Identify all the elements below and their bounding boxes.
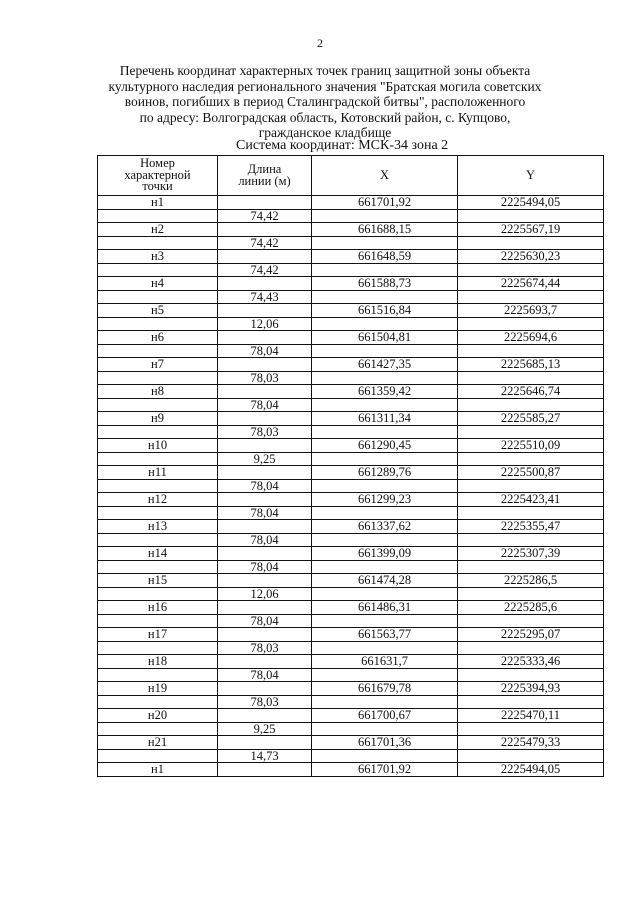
y-blank-cell [458,695,604,709]
length-blank-cell [218,655,312,669]
title-line: культурного наследия регионального значения "Братская могила советских [108,78,542,94]
table-row-length [98,587,604,601]
x-blank-cell [312,317,458,331]
table-row-point [98,250,604,264]
y-coordinate-cell: 2225567,19 [458,223,604,237]
point-name-cell: н17 [98,628,218,642]
length-blank-cell [218,223,312,237]
x-coordinate-cell: 661289,76 [312,466,458,480]
y-blank-cell [458,344,604,358]
length-blank-cell [218,493,312,507]
y-coordinate-cell: 2225355,47 [458,520,604,534]
point-blank-cell [98,695,218,709]
line-length-cell: 9,25 [218,722,312,736]
line-length-cell: 78,04 [218,344,312,358]
y-blank-cell [458,614,604,628]
point-blank-cell [98,533,218,547]
line-length-cell: 9,25 [218,452,312,466]
x-blank-cell [312,695,458,709]
table-row-length [98,344,604,358]
x-coordinate-cell: 661427,35 [312,358,458,372]
table-row-length [98,479,604,493]
y-coordinate-cell: 2225307,39 [458,547,604,561]
y-coordinate-cell: 2225494,05 [458,763,604,777]
line-length-cell: 12,06 [218,317,312,331]
point-name-cell: н19 [98,682,218,696]
length-blank-cell [218,439,312,453]
x-blank-cell [312,722,458,736]
point-name-cell: н1 [98,196,218,210]
x-coordinate-cell: 661474,28 [312,574,458,588]
x-coordinate-cell: 661359,42 [312,385,458,399]
y-blank-cell [458,722,604,736]
x-blank-cell [312,560,458,574]
point-name-cell: н15 [98,574,218,588]
point-blank-cell [98,506,218,520]
x-coordinate-cell: 661588,73 [312,277,458,291]
table-row-point [98,736,604,750]
line-length-cell: 14,73 [218,749,312,763]
table-row-point [98,520,604,534]
table-row-length [98,425,604,439]
y-blank-cell [458,236,604,250]
point-blank-cell [98,290,218,304]
length-blank-cell [218,547,312,561]
point-blank-cell [98,722,218,736]
point-blank-cell [98,614,218,628]
length-blank-cell [218,250,312,264]
x-coordinate-cell: 661700,67 [312,709,458,723]
y-coordinate-cell: 2225674,44 [458,277,604,291]
x-coordinate-cell: 661299,23 [312,493,458,507]
x-coordinate-cell: 661679,78 [312,682,458,696]
y-blank-cell [458,506,604,520]
y-blank-cell [458,749,604,763]
y-coordinate-cell: 2225423,41 [458,493,604,507]
line-length-cell: 78,04 [218,506,312,520]
y-blank-cell [458,479,604,493]
y-blank-cell [458,371,604,385]
y-blank-cell [458,533,604,547]
line-length-cell: 74,42 [218,263,312,277]
x-blank-cell [312,344,458,358]
table-row-length [98,290,604,304]
point-blank-cell [98,587,218,601]
point-name-cell: н7 [98,358,218,372]
point-blank-cell [98,668,218,682]
table-row-point [98,466,604,480]
line-length-cell: 74,42 [218,209,312,223]
point-blank-cell [98,398,218,412]
point-name-cell: н3 [98,250,218,264]
title-line: по адресу: Волгоградская область, Котовский район, с. Купцово, [139,109,511,125]
length-blank-cell [218,520,312,534]
header-line: точки [142,179,173,194]
x-blank-cell [312,641,458,655]
y-coordinate-cell: 2225286,5 [458,574,604,588]
x-blank-cell [312,452,458,466]
y-blank-cell [458,587,604,601]
point-name-cell: н11 [98,466,218,480]
table-row-point [98,574,604,588]
y-coordinate-cell: 2225479,33 [458,736,604,750]
point-blank-cell [98,209,218,223]
y-coordinate-cell: 2225693,7 [458,304,604,318]
point-name-cell: н20 [98,709,218,723]
table-row-length [98,209,604,223]
point-name-cell: н4 [98,277,218,291]
length-blank-cell [218,304,312,318]
y-coordinate-cell: 2225646,74 [458,385,604,399]
x-coordinate-cell: 661701,92 [312,196,458,210]
y-blank-cell [458,668,604,682]
point-blank-cell [98,560,218,574]
table-row-point [98,331,604,345]
y-coordinate-cell: 2225694,6 [458,331,604,345]
point-name-cell: н5 [98,304,218,318]
table-row-point [98,655,604,669]
y-coordinate-cell: 2225510,09 [458,439,604,453]
table-row-length [98,560,604,574]
x-coordinate-cell: 661337,62 [312,520,458,534]
table-row-point [98,601,604,615]
x-coordinate-cell: 661701,36 [312,736,458,750]
x-coordinate-cell: 661486,31 [312,601,458,615]
header-line: линии (м) [238,173,291,188]
length-blank-cell [218,385,312,399]
point-blank-cell [98,452,218,466]
title-line: гражданское кладбище [258,125,392,140]
x-blank-cell [312,209,458,223]
table-row-length [98,722,604,736]
table-row-length [98,398,604,412]
line-length-cell: 78,04 [218,398,312,412]
line-length-cell: 78,03 [218,695,312,709]
point-name-cell: н12 [98,493,218,507]
length-blank-cell [218,736,312,750]
table-row-point [98,304,604,318]
line-length-cell: 78,04 [218,614,312,628]
x-blank-cell [312,533,458,547]
table-row-length [98,614,604,628]
header-line-length [218,156,312,196]
y-blank-cell [458,398,604,412]
table-row-length [98,317,604,331]
page-number: 2 [317,36,323,50]
x-blank-cell [312,587,458,601]
x-coordinate-cell: 661631,7 [312,655,458,669]
point-name-cell: н1 [98,763,218,777]
length-blank-cell [218,277,312,291]
length-blank-cell [218,628,312,642]
x-coordinate-cell: 661504,81 [312,331,458,345]
length-blank-cell [218,574,312,588]
table-row-point [98,358,604,372]
y-blank-cell [458,290,604,304]
table-row-point [98,412,604,426]
y-coordinate-cell: 2225500,87 [458,466,604,480]
x-blank-cell [312,668,458,682]
x-blank-cell [312,749,458,763]
point-blank-cell [98,425,218,439]
x-coordinate-cell: 661688,15 [312,223,458,237]
header-line: характерной [124,167,191,182]
table-row-point [98,763,604,777]
length-blank-cell [218,763,312,777]
line-length-cell: 78,04 [218,560,312,574]
y-coordinate-cell: 2225394,93 [458,682,604,696]
header-point-number [98,156,218,196]
x-blank-cell [312,479,458,493]
line-length-cell: 78,04 [218,533,312,547]
length-blank-cell [218,358,312,372]
point-blank-cell [98,317,218,331]
header-line: Длина [247,162,282,176]
x-coordinate-cell: 661311,34 [312,412,458,426]
y-coordinate-cell: 2225630,23 [458,250,604,264]
y-blank-cell [458,263,604,277]
x-blank-cell [312,614,458,628]
y-blank-cell [458,560,604,574]
point-name-cell: н6 [98,331,218,345]
table-row-point [98,682,604,696]
table-row-length [98,695,604,709]
table-row-point [98,385,604,399]
y-coordinate-cell: 2225333,46 [458,655,604,669]
length-blank-cell [218,331,312,345]
title-line: воинов, погибших в период Сталинградской битвы", расположенного [124,94,526,109]
table-body [98,196,604,777]
line-length-cell: 78,04 [218,668,312,682]
y-coordinate-cell: 2225585,27 [458,412,604,426]
point-blank-cell [98,749,218,763]
table-row-length [98,236,604,250]
table-row-point [98,547,604,561]
point-name-cell: н14 [98,547,218,561]
x-coordinate-cell: 661563,77 [312,628,458,642]
y-blank-cell [458,209,604,223]
table-row-point [98,709,604,723]
point-name-cell: н2 [98,223,218,237]
table-row-length [98,263,604,277]
table-row-length [98,506,604,520]
x-blank-cell [312,371,458,385]
point-name-cell: н8 [98,385,218,399]
table-row-length [98,668,604,682]
table-row-length [98,452,604,466]
point-name-cell: н21 [98,736,218,750]
y-blank-cell [458,317,604,331]
line-length-cell: 78,03 [218,425,312,439]
x-blank-cell [312,398,458,412]
document-title [70,63,580,141]
point-blank-cell [98,641,218,655]
x-coordinate-cell: 661516,84 [312,304,458,318]
coordinate-system-label: Система координат: МСК-34 зона 2 [236,138,449,153]
line-length-cell: 78,03 [218,641,312,655]
y-coordinate-cell: 2225685,13 [458,358,604,372]
table-row-point [98,628,604,642]
point-name-cell: н18 [98,655,218,669]
table-row-point [98,493,604,507]
x-blank-cell [312,425,458,439]
line-length-cell: 74,43 [218,290,312,304]
point-blank-cell [98,371,218,385]
y-blank-cell [458,452,604,466]
y-coordinate-cell: 2225470,11 [458,709,604,723]
x-blank-cell [312,506,458,520]
point-blank-cell [98,479,218,493]
x-coordinate-cell: 661399,09 [312,547,458,561]
point-name-cell: н13 [98,520,218,534]
point-blank-cell [98,236,218,250]
line-length-cell: 78,04 [218,479,312,493]
x-coordinate-cell: 661290,45 [312,439,458,453]
x-coordinate-cell: 661648,59 [312,250,458,264]
y-coordinate-cell: 2225285,6 [458,601,604,615]
length-blank-cell [218,682,312,696]
table-row-length [98,641,604,655]
line-length-cell: 74,42 [218,236,312,250]
y-blank-cell [458,641,604,655]
x-blank-cell [312,236,458,250]
table-row-point [98,277,604,291]
y-blank-cell [458,425,604,439]
header-y: Y [458,156,604,196]
table-row-point [98,196,604,210]
table-row-length [98,533,604,547]
table-row-point [98,223,604,237]
line-length-cell: 12,06 [218,587,312,601]
point-blank-cell [98,263,218,277]
line-length-cell: 78,03 [218,371,312,385]
table-header-row [98,156,604,196]
coordinates-table [97,155,604,777]
length-blank-cell [218,412,312,426]
point-name-cell: н16 [98,601,218,615]
length-blank-cell [218,601,312,615]
y-coordinate-cell: 2225494,05 [458,196,604,210]
table-row-length [98,371,604,385]
table-row-length [98,749,604,763]
title-line: Перечень координат характерных точек границ защитной зоны объекта [119,63,531,78]
length-blank-cell [218,709,312,723]
length-blank-cell [218,466,312,480]
point-name-cell: н10 [98,439,218,453]
x-blank-cell [312,263,458,277]
header-line: Номер [140,156,175,171]
table-row-point [98,439,604,453]
y-coordinate-cell: 2225295,07 [458,628,604,642]
x-coordinate-cell: 661701,92 [312,763,458,777]
point-blank-cell [98,344,218,358]
header-x: X [312,156,458,196]
length-blank-cell [218,196,312,210]
point-name-cell: н9 [98,412,218,426]
x-blank-cell [312,290,458,304]
